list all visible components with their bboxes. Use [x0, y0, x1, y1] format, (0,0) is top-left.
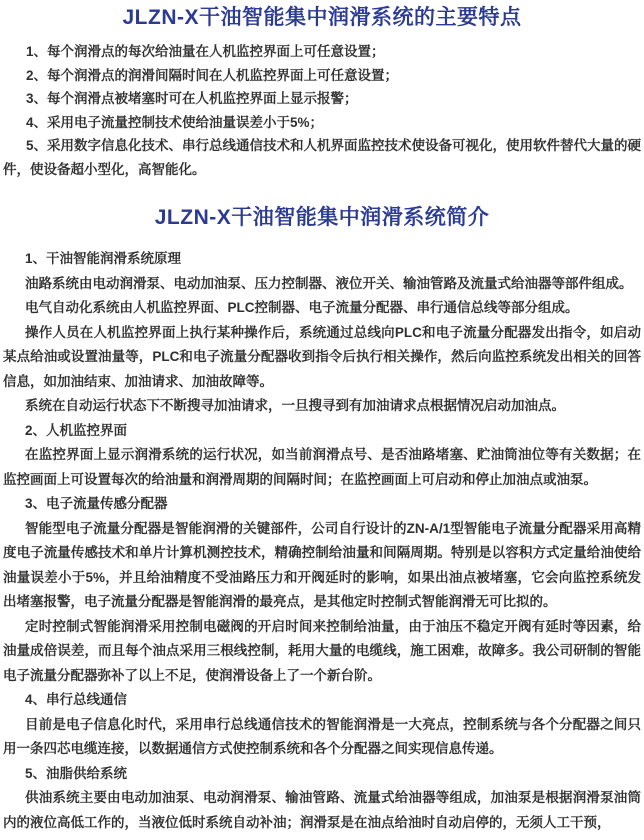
intro-paragraph: 定时控制式智能润滑采用控制电磁阀的开启时间来控制给油量，由于油压不稳定开阀有延时等因素，给油量成倍误差，而且每个油点采用三根线控制，耗用大量的电缆线，施工困难，故障多。我公司研制的智能电子流量分配器弥补了以上不足，使润滑设备上了一个新台阶。	[3, 618, 641, 683]
intro-subheading: 5、油脂供给系统	[25, 765, 128, 781]
intro-subheading: 3、电子流量传感分配器	[25, 496, 168, 511]
intro-paragraph: 目前是电子信息化时代，采用串行总线通信技术的智能润滑是一大亮点，控制系统与各个分配器之间只用一条四芯电缆连接，以数据通信方式使控制系统和各个分配器之间实现信息传递。	[3, 716, 641, 756]
feature-item: 3、每个润滑点被堵塞时可在人机监控界面上显示报警；	[26, 91, 358, 106]
intro-subheading: 1、干油智能润滑系统原理	[25, 251, 182, 266]
feature-item: 5、采用数字信息化技术、串行总线通信技术和人机界面监控技术使设备可视化，使用软件替代大量的硬件，使设备超小型化，高智能化。	[3, 138, 642, 177]
feature-item: 2、每个润滑点的润滑间隔时间在人机监控界面上可任意设置；	[26, 67, 399, 83]
intro-section-title: JLZN-X干油智能集中润滑系统简介	[154, 206, 490, 229]
intro-paragraph: 在监控界面上显示润滑系统的运行状况，如当前润滑点号、是否油路堵塞、贮油筒油位等有关数据；在监控画面上可设置每次的给油量和润滑周期的间隔时间；在监控画面上可启动和停止加油点或油泵。	[3, 447, 641, 487]
features-list	[3, 40, 641, 181]
intro-subheading: 2、人机监控界面	[25, 422, 128, 438]
intro-subheading: 4、串行总线通信	[25, 692, 128, 707]
intro-paragraph: 供油系统主要由电动加油泵、电动润滑泵、输油管路、流量式给油器等组成，加油泵是根据润滑泵油筒内的液位高低工作的，当液位低时系统自动补油；润滑泵是在油点给油时自动启停的，无须人工干预，	[3, 790, 641, 830]
feature-item: 4、采用电子流量控制技术使给油量误差小于5%；	[26, 114, 324, 130]
features-section-title: JLZN-X干油智能集中润滑系统的主要特点	[122, 6, 522, 29]
intro-paragraph: 系统在自动运行状态下不断搜寻加油请求，一旦搜寻到有加油请求点根据情况启动加油点。	[25, 398, 565, 413]
intro-paragraph: 操作人员在人机监控界面上执行某种操作后，系统通过总线向PLC和电子流量分配器发出指令，如启动某点给油或设置油量等，PLC和电子流量分配器收到指令后执行相关操作，然后向监控系统发出相关的回答信息，如加油结束、加油请求、加油故障等。	[3, 324, 641, 389]
intro-paragraph: 智能型电子流量分配器是智能润滑的关键部件，公司自行设计的ZN-A/1型智能电子流量分配器采用高精度电子流量传感技术和单片计算机测控技术，精确控制给油量和间隔周期。特别是以容积方式定量给油使给油量误差小于5%，并且给油精度不受油路压力和开阀延时的影响，如果出油点被堵塞，它会向监控系统发出堵塞报警，电子流量分配器是智能润滑的最亮点，是其他定时控制式智能润滑无可比拟的。	[3, 520, 641, 609]
intro-paragraph: 电气自动化系统由人机监控界面、PLC控制器、电子流量分配器、串行通信总线等部分组成。	[25, 300, 579, 315]
intro-paragraph: 油路系统由电动润滑泵、电动加油泵、压力控制器、液位开关、输油管路及流量式给油器等部件组成。	[25, 275, 633, 291]
feature-item: 1、每个润滑点的每次给油量在人机监控界面上可任意设置；	[26, 44, 385, 59]
intro-body	[3, 247, 641, 835]
